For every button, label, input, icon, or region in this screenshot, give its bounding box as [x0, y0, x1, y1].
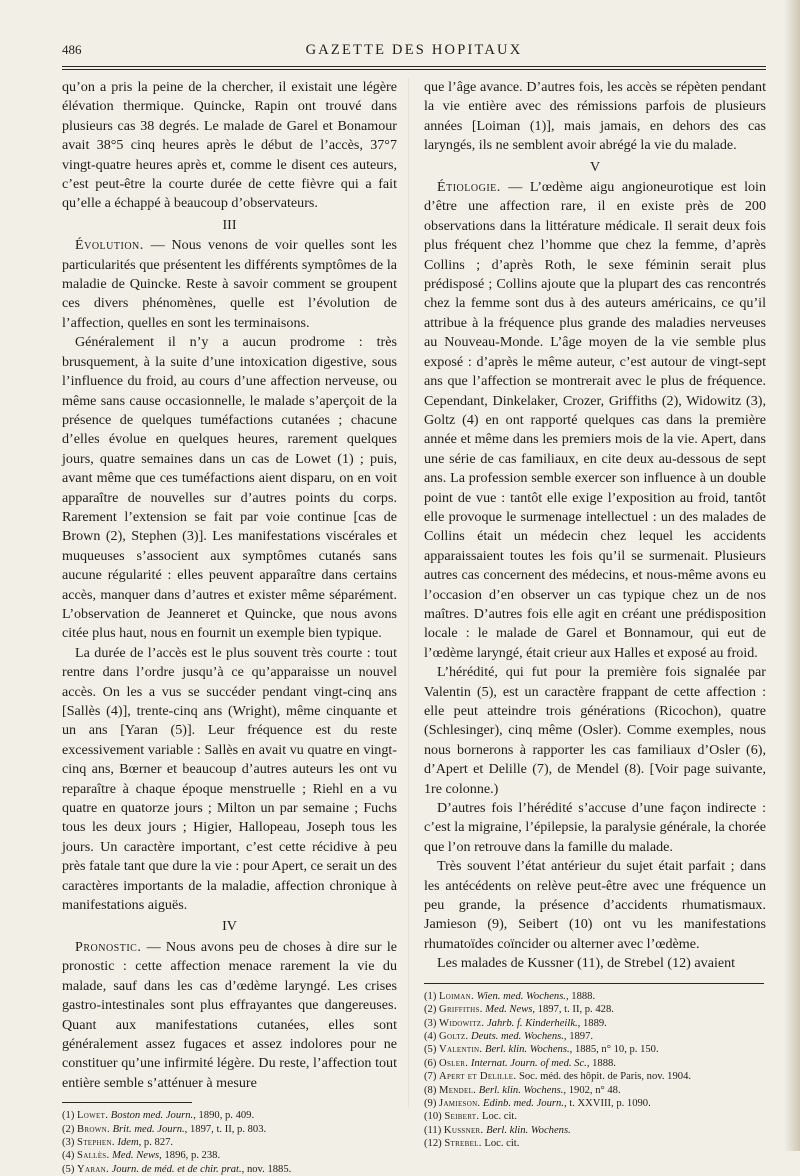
footnote: [424, 1097, 766, 1110]
section-number: III: [222, 217, 237, 233]
footnote-num: (3): [424, 1017, 440, 1029]
footnote: [62, 1136, 397, 1149]
paragraph: [424, 178, 766, 663]
footnote-title: Edinb. med. Journ.: [480, 1097, 564, 1109]
running-header: [62, 42, 766, 62]
footnote-num: (4): [424, 1030, 440, 1042]
header-rule-bottom: [62, 69, 766, 70]
footnote-num: (5): [424, 1044, 440, 1056]
footnote-num: (3): [62, 1136, 78, 1148]
footnote-rest: , t. XXVIII, p. 1090.: [563, 1097, 651, 1109]
section-number: V: [589, 159, 601, 175]
footnote-num: (12): [424, 1138, 445, 1150]
page-number: 486: [62, 42, 82, 57]
footnote-rule: [62, 1102, 192, 1103]
footnote-title: Berl. klin. Wochens.: [482, 1044, 570, 1056]
footnote-rest: , p. 827.: [138, 1136, 174, 1148]
footnote-title: Wien. med. Wochens.: [473, 990, 566, 1002]
footnote-rest: , 1897, t. II, p. 428.: [532, 1004, 614, 1016]
page-edge-shadow: [784, 0, 800, 1151]
paragraph: La durée de l’accès est le plus souvent très courte : tout rentre dans l’ordre jusqu’à ce qu’apparaisse un nouvel accès. On les a vus se succéder pendant vingt-cinq ans [Sallès (4)], trente-cinq ans (Wright), même cinquante et un ans [Yaran (5)]. Leur fréquence est du reste excessivement variable : Sallès en avait vu quatre en vingt-cinq ans, Bœrner et beaucoup d’autres auteurs les ont vu reparaître à chaque époque menstruelle ; Riehl en a vu quatre en quatorze jours ; Milton un par semaine ; Fuchs tous les deux jours ; Higier, Hallopeau, Joseph tous les jours. Un caractère important, c’est cette récidive à peu près fatale tant que dure la vie : pour Apert, ce serait un des caractères importants de la maladie, affection chronique à manifestations aiguës.: [62, 644, 397, 914]
footnote-author: Widowitz.: [439, 1017, 485, 1029]
footnote-num: (7): [424, 1071, 440, 1083]
footnote-rest: Loc. cit.: [479, 1111, 517, 1123]
paragraph: D’autres fois l’hérédité s’accuse d’une façon indirecte : c’est la migraine, l’épilepsie, la paralysie générale, la chorée que l’on retrouve dans la famille du malade.: [424, 800, 766, 855]
footnote-rest: , 1889.: [577, 1017, 607, 1029]
footnotes: [62, 1109, 397, 1176]
paragraph: Les malades de Kussner (11), de Strebel (12) avaient: [437, 955, 736, 972]
footnote-author: Goltz.: [439, 1030, 469, 1042]
footnote-rest: , 1885, n° 10, p. 150.: [569, 1044, 659, 1056]
left-column: [62, 78, 397, 1176]
footnote-title: Berl. klin. Wochens.: [483, 1124, 571, 1136]
footnote-title: Deuts. med. Wochens.: [468, 1030, 564, 1042]
footnote-author: Mendel.: [439, 1084, 477, 1096]
paragraph-text: — L’œdème aigu angioneurotique est loin d’être une affection rare, il en existe près de 200 observations dans la littérature médicale. Il serait deux fois plus fréquent chez l’homme que chez la femme, d’après Collins ; d’après Roth, le sexe féminin serait plus prédisposé ; Collins ajoute que la plupart des cas rencontrés chez la femme sont dus à des auteurs américains, ce qu’il attribue à la fréquence plus grande des maladies nerveuses au Nouveau-Monde. L’âge moyen de la vie semble plus exposé : d’après le même auteur, c’est autour de vingt-sept ans que l’affection se montrerait avec le plus de fréquence. Cependant, Dinkelaker, Crozer, Griffiths (2), Widowitz (3), Goltz (4) en ont rapporté quelques cas dans la première année et même dans les premiers mois de la vie. Apert, dans une série de cas familiaux, en cite deux au-dessous de sept ans. La profession semble exercer son influence à un double point de vue : tantôt elle exige l’exposition au froid, tantôt elle provoque le surmenage intellectuel : un des malades de Collins était un médecin chez lequel les accidents apparaissaient toutes les fois qu’il se surmenait. Plusieurs autres cas concernent des médecins, et nous-même avons eu l’occasion d’en observer un cas typique chez un de nos maîtres. D’autres fois elle agit en créant une prédisposition locale : le malade de Garel et Bonnamour, qui eut de l’œdème laryngé, était crieur aux Halles et exposé au froid.: [424, 179, 766, 661]
footnote-author: Griffiths.: [439, 1004, 483, 1016]
footnote-rest: , 1888.: [586, 1057, 616, 1069]
footnote: [424, 990, 766, 1003]
footnote: [424, 1124, 766, 1137]
paragraph: [62, 938, 397, 1093]
footnote-num: (8): [424, 1084, 440, 1096]
paragraph: L’hérédité, qui fut pour la première fois signalée par Valentin (5), est un caractère frappant de cette affection : elle peut atteindre trois générations (Ricochon), quatre (Schlesinger), cinq même (Osler). Comme exemples, nous nous bornerons à rapporter les cas familiaux d’Osler (6), d’Apert et Delille (7), de Mendel (8). [Voir page suivante, 1re colonne.): [424, 664, 766, 797]
footnote-author: Valentin.: [439, 1044, 483, 1056]
footnote-title: Berl. klin. Wochens.: [476, 1084, 564, 1096]
footnote-author: Apert et Delille.: [439, 1071, 517, 1083]
footnote-author: Sallès.: [77, 1150, 110, 1162]
footnote-rest: Loc. cit.: [481, 1138, 520, 1150]
footnote-num: (1): [62, 1110, 78, 1122]
section-heading: Évolution.: [75, 237, 144, 254]
footnote-rest: , 1897.: [563, 1030, 594, 1042]
footnote-title: Jahrb. f. Kinderheilk.: [484, 1017, 578, 1029]
paragraph-text: — Nous avons peu de choses à dire sur le pronostic : cette affection menace rarement la vie du malade, sauf dans les cas d’œdème laryngé. Les crises gastro-intestinales sont plus effrayantes que dangereuses. Quant aux manifestations cutanées, elles sont généralement assez fugaces et assez indolores pour ne constituer qu’une infirmité légère. Du reste, l’affection tout entière semble s’atténuer à mesure: [62, 938, 397, 1091]
paragraph: Très souvent l’état antérieur du sujet était parfait ; dans les antécédents on relève peut-être avec une fréquence un peu grande, la présence d’accidents rhumatismaux. Jamieson (9), Seibert (10) ont vu les manifestations rhumatoïdes coïncider ou alterner avec l’œdème.: [424, 858, 766, 952]
paragraph-text: — Nous venons de voir quelles sont les particularités que présentent les différents symptômes de la maladie de Quincke. Reste à savoir comment se groupent ces divers phénomènes, quelle est l’évolution de l’affection, quelles en sont les terminaisons.: [62, 237, 397, 331]
footnote-author: Strebel.: [444, 1138, 482, 1150]
footnote-num: (5): [62, 1163, 78, 1175]
journal-title: GAZETTE DES HOPITAUX: [305, 42, 523, 58]
footnote-num: (2): [424, 1004, 440, 1016]
footnote: [424, 1057, 766, 1070]
paragraph: qu’on a pris la peine de la chercher, il existait une légère élévation thermique. Quincke, Rapin ont trouvé dans plusieurs cas 38 degrés. Le malade de Garel et Bonamour avait 38°5 cinq heures après le début de l’accès, 37°7 vingt-quatre heures après et, comme le disent ces auteurs, c’est peut-être la courte durée de cette fièvre qui a fait qu’elle a échappé à beaucoup d’observateurs.: [62, 79, 397, 212]
footnote-author: Kussner.: [443, 1124, 484, 1136]
footnote-title: Brit. med. Journ.: [109, 1123, 185, 1135]
footnote: [424, 1110, 766, 1123]
footnote-title: Med. News: [109, 1150, 160, 1162]
paragraph: [62, 236, 397, 333]
footnote: [62, 1163, 397, 1176]
footnote: [62, 1109, 397, 1122]
right-column: [424, 78, 766, 1151]
footnote-author: Stephen.: [77, 1136, 115, 1148]
footnote: [424, 1084, 766, 1097]
section-heading: Pronostic.: [75, 938, 142, 955]
footnote-title: Journ. de méd. et de chir. prat.: [108, 1163, 242, 1175]
footnote-rest: , nov. 1885.: [241, 1163, 292, 1175]
footnote-num: (11): [424, 1124, 444, 1136]
footnote-num: (4): [62, 1150, 78, 1162]
footnote-title: Internat. Journ. of med. Sc.: [468, 1057, 587, 1069]
footnote-author: Osler.: [439, 1057, 469, 1069]
footnote: [424, 1017, 766, 1030]
footnote: [62, 1123, 397, 1136]
section-heading: Étiologie.: [437, 179, 501, 196]
footnote-title: Boston med. Journ.: [108, 1110, 194, 1122]
footnote-title: Idem: [114, 1136, 139, 1148]
footnote-num: (10): [424, 1111, 445, 1123]
footnote-num: (9): [424, 1097, 440, 1109]
footnote-author: Yaran.: [77, 1163, 109, 1175]
footnote-rest: , 1888.: [565, 990, 596, 1002]
footnote-rest: , 1890, p. 409.: [193, 1110, 255, 1122]
footnote: [424, 1070, 766, 1083]
footnote-author: Loiman.: [439, 990, 474, 1002]
footnote-num: (2): [62, 1123, 78, 1135]
footnote-author: Lowet.: [77, 1110, 109, 1122]
footnote: [424, 1043, 766, 1056]
paragraph: Généralement il n’y a aucun prodrome : très brusquement, à la suite d’une intoxication digestive, sous l’influence du froid, au cours d’une affection nerveuse, ou même sans cause occasionnelle, le malade s’aperçoit de la présence de quelques tuméfactions cutanées ; chacune d’elles évolue en quelques heures, rarement quelques jours, quatre semaines dans un cas de Lowet (1) ; puis, avant même que ces tuméfactions aient disparu, on en voit apparaître de nouvelles sur d’autres points du corps. Rarement l’extension se fait par voie continue [cas de Brown (2), Stephen (3)]. Les manifestations viscérales et muqueuses s’associent aux symptômes cutanés sans aucune régularité : elles peuvent apparaître dans certains accès, manquer dans d’autres et exister même séparément. L’observation de Jeanneret et Quincke, que nous avons citée plus haut, nous en fournit un exemple bien typique.: [62, 334, 397, 642]
footnote-num: (1): [424, 990, 440, 1002]
footnote-rest: , 1902, n° 48.: [563, 1084, 621, 1096]
footnote-author: Jamieson.: [439, 1097, 481, 1109]
column-gutter: [408, 78, 409, 1108]
footnote: [62, 1149, 397, 1162]
paragraph: que l’âge avance. D’autres fois, les accès se répèten pendant la vie entière avec des rémissions parfois de plusieurs années [Loiman (1)], mais jamais, en dehors des cas laryngés, ils ne semblent avoir abrégé la vie du malade.: [424, 79, 766, 154]
footnote-author: Seibert.: [444, 1111, 480, 1123]
footnote-rest: , 1896, p. 238.: [159, 1150, 221, 1162]
footnote: [424, 1030, 766, 1043]
footnote-title: Med. News: [482, 1004, 533, 1016]
footnote: [424, 1137, 766, 1150]
header-rule-top: [62, 66, 766, 67]
footnote-author: Brown.: [77, 1123, 110, 1135]
footnote: [424, 1003, 766, 1016]
footnote-rest: Soc. méd. des hôpit. de Paris, nov. 1904.: [516, 1071, 692, 1083]
section-number: IV: [222, 919, 237, 935]
footnotes: [424, 990, 766, 1151]
footnote-rest: , 1897, t. II, p. 803.: [184, 1123, 267, 1135]
footnote-rule: [424, 983, 764, 984]
footnote-num: (6): [424, 1057, 440, 1069]
